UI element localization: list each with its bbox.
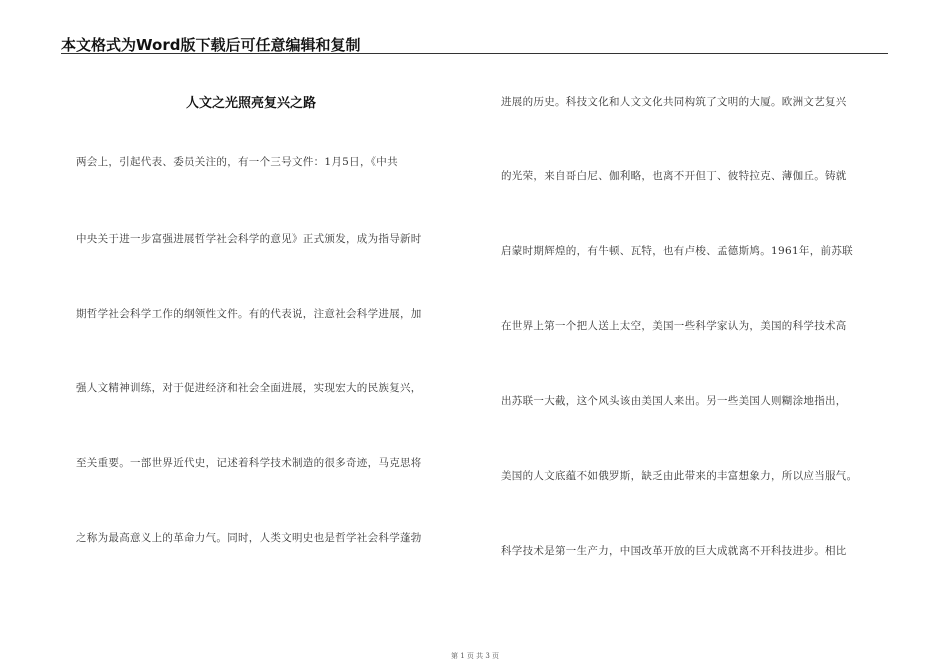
text-line: 两会上，引起代表、委员关注的，有一个三号文件：1月5日，《中共 bbox=[76, 156, 398, 168]
text-line: 中央关于进一步富强进展哲学社会科学的意见》正式颁发，成为指导新时 bbox=[76, 233, 422, 245]
text-line: 强人文精神训练，对于促进经济和社会全面进展，实现宏大的民族复兴， bbox=[76, 382, 422, 394]
text-line: 科学技术是第一生产力，中国改革开放的巨大成就离不开科技进步。相比 bbox=[501, 545, 847, 557]
text-line: 的光荣，来自哥白尼、伽利略，也离不开但丁、彼特拉克、薄伽丘。铸就 bbox=[501, 170, 847, 182]
text-line: 之称为最高意义上的革命力气。同时，人类文明史也是哲学社会科学蓬勃 bbox=[76, 532, 422, 544]
text-line: 至关重要。一部世界近代史，记述着科学技术制造的很多奇迹，马克思将 bbox=[76, 457, 422, 469]
text-line: 出苏联一大截，这个风头该由美国人来出。另一些美国人则糊涂地指出， bbox=[501, 395, 847, 407]
document-title: 人文之光照亮复兴之路 bbox=[186, 96, 317, 111]
text-line: 在世界上第一个把人送上太空，美国一些科学家认为，美国的科学技术高 bbox=[501, 320, 847, 332]
text-line: 启蒙时期辉煌的，有牛顿、瓦特，也有卢梭、孟德斯鸠。1961年，前苏联 bbox=[501, 245, 853, 257]
text-line: 美国的人文底蕴不如俄罗斯，缺乏由此带来的丰富想象力，所以应当服气。 bbox=[501, 470, 858, 482]
text-line: 期哲学社会科学工作的纲领性文件。有的代表说，注意社会科学进展，加 bbox=[76, 308, 422, 320]
text-line: 进展的历史。科技文化和人文文化共同构筑了文明的大厦。欧洲文艺复兴 bbox=[501, 96, 847, 108]
header-divider bbox=[61, 53, 888, 54]
page-number: 第 1 页 共 3 页 bbox=[450, 652, 500, 660]
document-header-title: 本文格式为Word版下载后可任意编辑和复制 bbox=[61, 36, 361, 54]
